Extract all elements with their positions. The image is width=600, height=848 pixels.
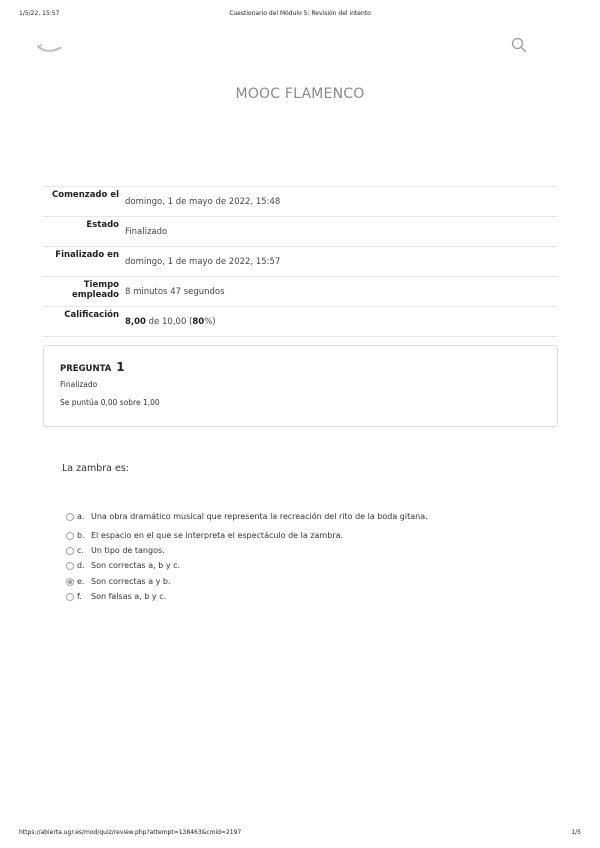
state-label: Estado — [86, 220, 119, 230]
radio-button[interactable] — [66, 562, 74, 570]
summary-row-started — [43, 187, 557, 217]
question-number: 1 — [116, 360, 125, 374]
answer-text: El espacio en el que se interpreta el espectáculo de la zambra. — [91, 531, 344, 540]
question-title — [60, 360, 125, 374]
finished-label: Finalizado en — [55, 250, 119, 260]
answer-option-f[interactable] — [66, 592, 526, 604]
answer-text: Una obra dramático musical que representa la recreación del rito de la boda gitana. — [91, 512, 428, 521]
grade-score: 8,00 — [125, 317, 146, 327]
print-header — [0, 10, 600, 22]
search-icon[interactable] — [510, 36, 528, 54]
answer-letter: c. — [77, 546, 84, 555]
time-label: Tiempo empleado — [71, 280, 119, 300]
summary-row-state — [43, 217, 557, 247]
answer-text: Son correctas a y b. — [91, 577, 171, 586]
radio-button[interactable] — [66, 593, 74, 601]
print-title: Cuestionario del Módulo 5: Revisión del intento — [229, 10, 371, 17]
print-date: 1/5/22, 15:57 — [19, 10, 60, 17]
answer-letter: b. — [77, 531, 85, 540]
answer-text: Son falsas a, b y c. — [91, 592, 167, 601]
answer-option-b[interactable] — [66, 531, 526, 543]
started-value: domingo, 1 de mayo de 2022, 15:48 — [125, 197, 281, 207]
finished-value: domingo, 1 de mayo de 2022, 15:57 — [125, 257, 281, 267]
print-page-number: 1/5 — [571, 829, 581, 836]
grade-value — [125, 317, 216, 327]
answer-option-e[interactable] — [66, 577, 526, 589]
grade-label: Calificación — [64, 310, 119, 320]
answer-option-c[interactable] — [66, 546, 526, 558]
summary-row-time — [43, 277, 557, 307]
logo-icon[interactable] — [36, 40, 62, 56]
answer-letter: e. — [77, 577, 85, 586]
radio-button[interactable] — [66, 532, 74, 540]
grade-end: %) — [204, 317, 216, 327]
answer-option-d[interactable] — [66, 561, 526, 573]
print-url: https://abierta.ugr.es/mod/quiz/review.php?attempt=138463&cmid=2197 — [19, 829, 242, 836]
answer-letter: a. — [77, 512, 85, 521]
radio-button-selected[interactable] — [66, 578, 74, 586]
radio-button[interactable] — [66, 513, 74, 521]
started-label: Comenzado el — [52, 190, 119, 200]
answer-option-a[interactable] — [66, 512, 526, 524]
time-value: 8 minutos 47 segundos — [125, 287, 225, 297]
question-state: Finalizado — [60, 380, 98, 389]
question-info-box — [43, 345, 558, 427]
answer-letter: d. — [77, 561, 85, 570]
attempt-summary-table — [43, 186, 557, 337]
grade-percent: 80 — [192, 317, 205, 327]
site-title[interactable]: MOOC FLAMENCO — [235, 86, 365, 102]
question-text: La zambra es: — [62, 463, 129, 474]
summary-row-grade — [43, 307, 557, 337]
radio-button[interactable] — [66, 547, 74, 555]
question-label: PREGUNTA — [60, 364, 112, 374]
state-value: Finalizado — [125, 227, 168, 237]
answer-letter: f. — [77, 592, 82, 601]
grade-mid: de 10,00 ( — [145, 317, 193, 327]
answer-text: Un tipo de tangos. — [91, 546, 165, 555]
question-grade: Se puntúa 0,00 sobre 1,00 — [60, 398, 160, 407]
answer-text: Son correctas a, b y c. — [91, 561, 181, 570]
summary-row-finished — [43, 247, 557, 277]
print-footer — [0, 829, 600, 841]
